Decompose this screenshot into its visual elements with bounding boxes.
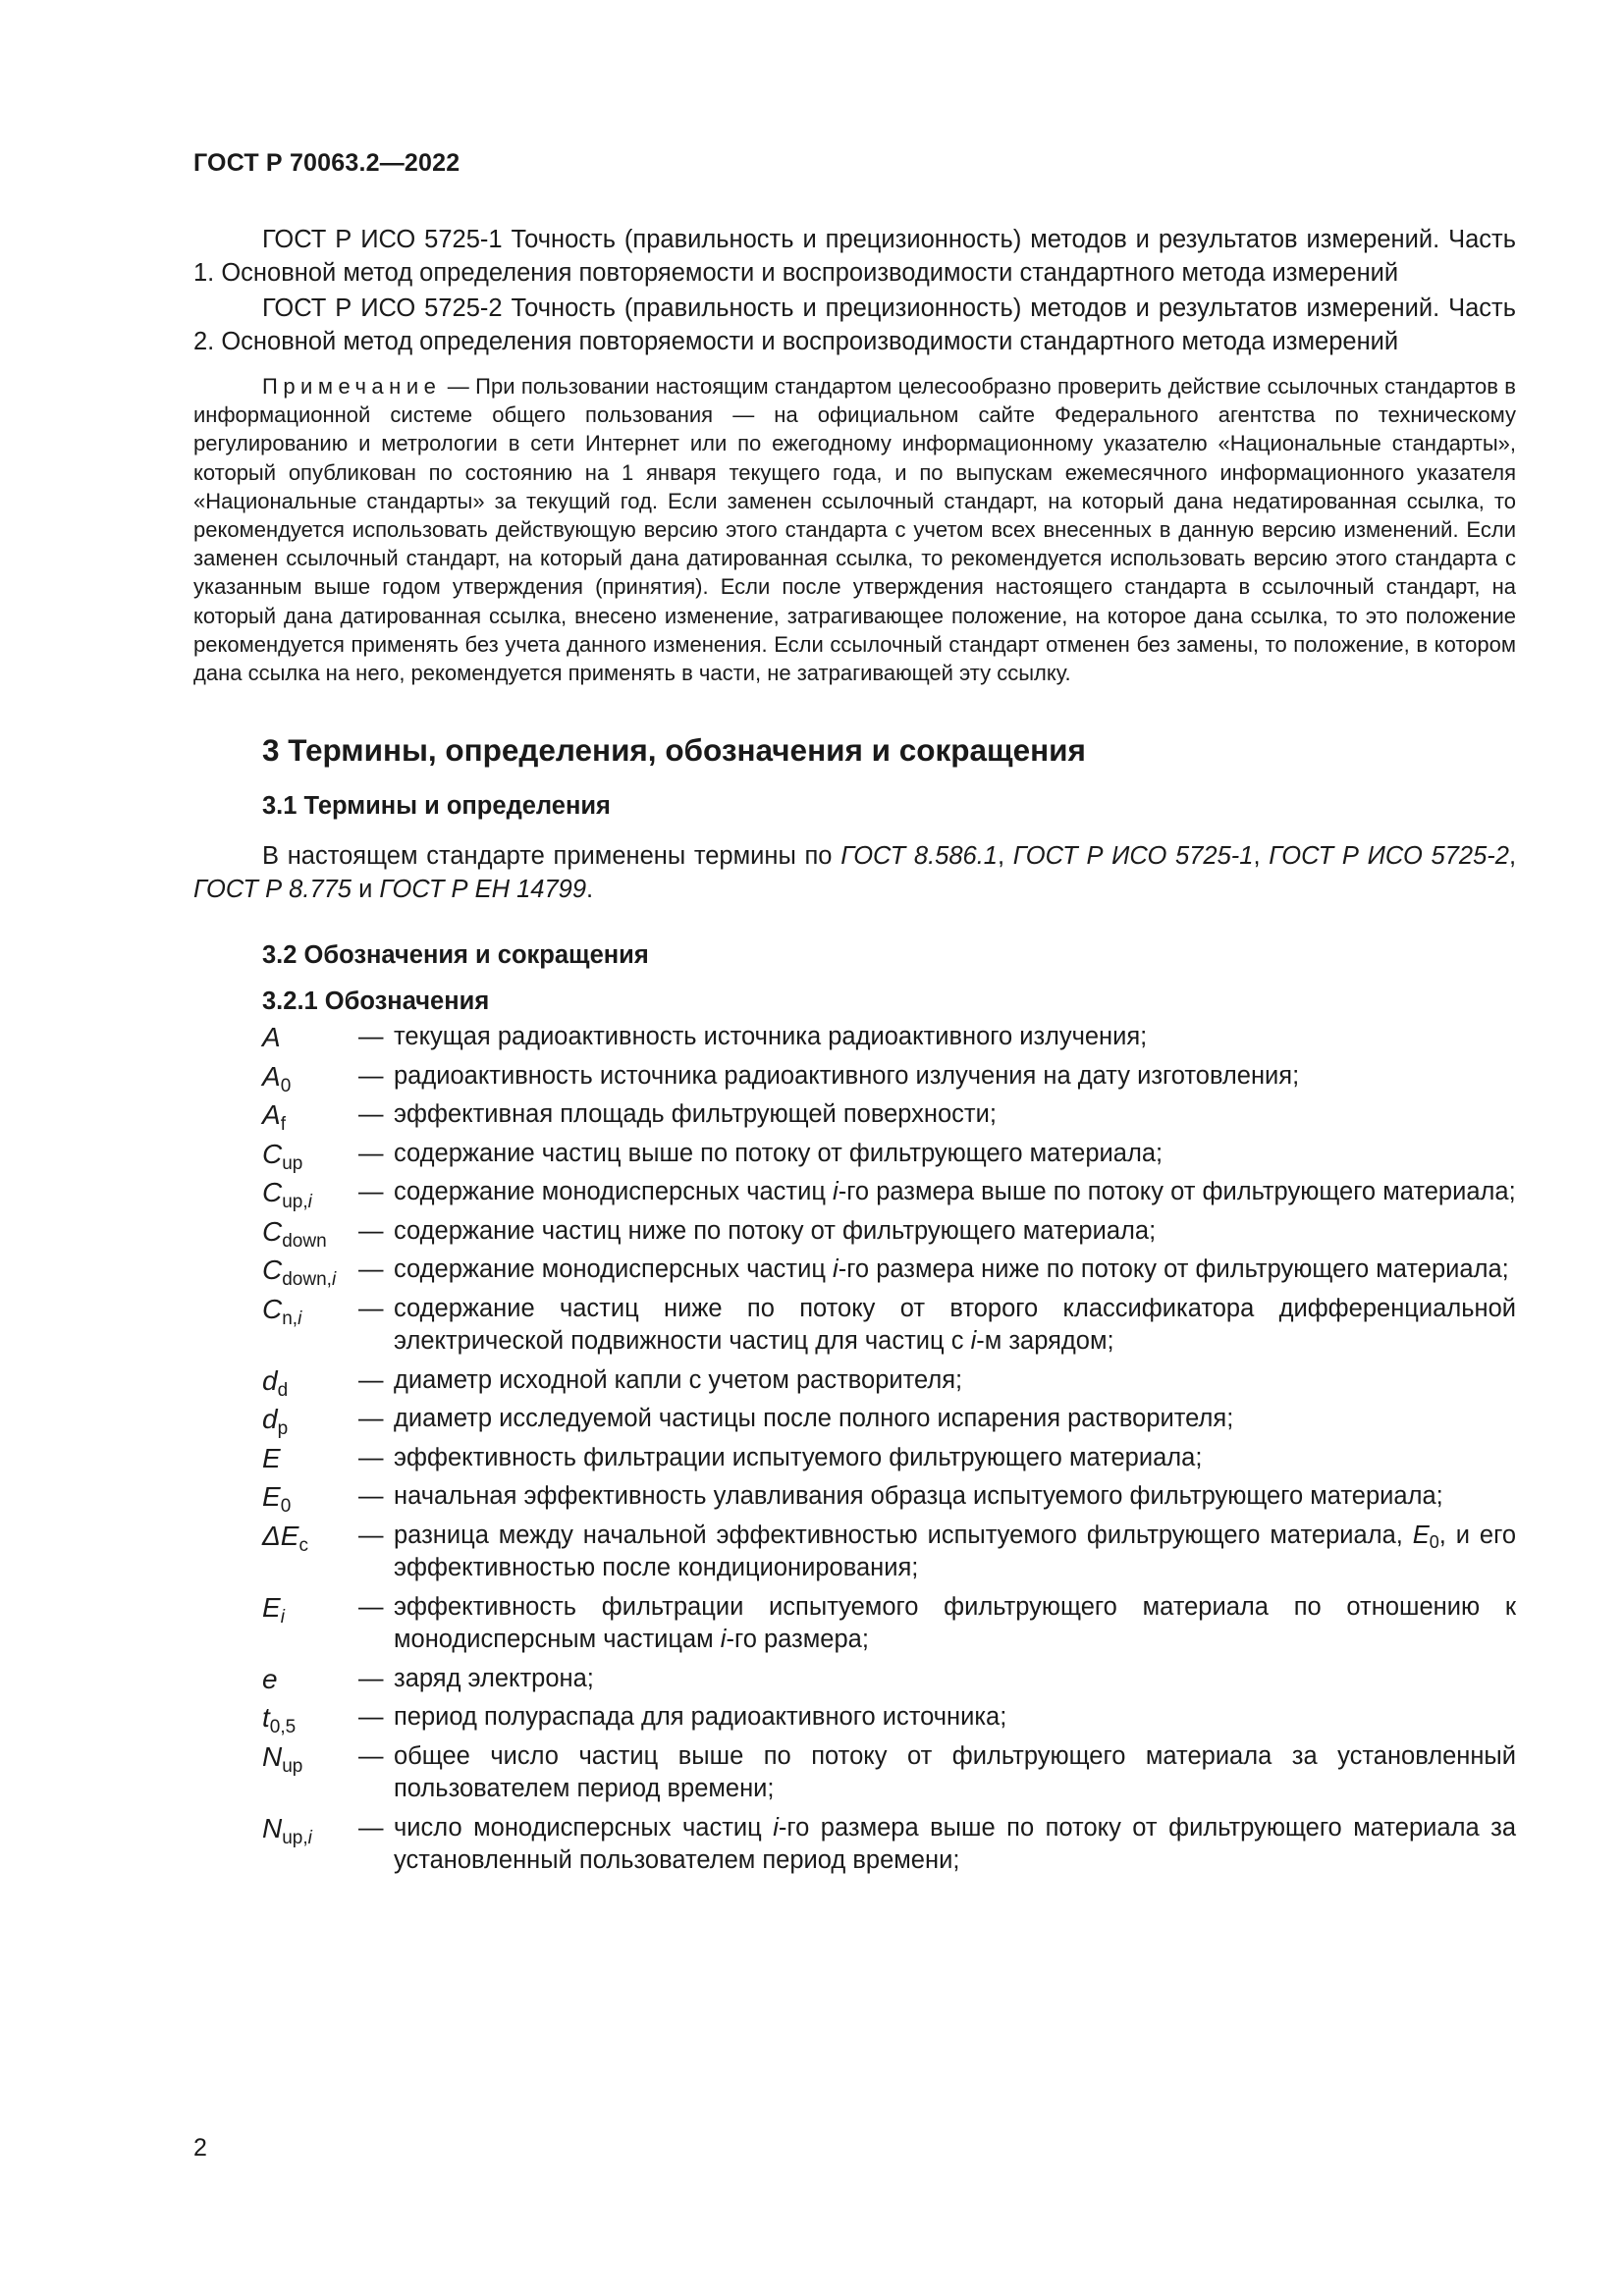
note-text: — При пользовании настоящим стандартом целесообразно проверить действие ссылочных стандартов в информационной системе общего пользования — на официальном сайте Федерального агентства по техническому регулированию и метрологии в сети Интернет или по ежегодному информационному указателю «Национальные стандарты», который опубликован по состоянию на 1 января текущего года, и по выпускам ежемесячного информационного указателя «Национальные стандарты» за текущий год. Если заменен ссылочный стандарт, на который дана недатированная ссылка, то рекомендуется использовать действующую версию этого стандарта с учетом всех внесенных в данную версию изменений. Если заменен ссылочный стандарт, на который дана датированная ссылка, то рекомендуется использовать версию этого стандарта с указанным выше годом утверждения (принятия). Если после утверждения настоящего стандарта в ссылочный стандарт, на который дана датированная ссылка, внесено изменение, затрагивающее положение, на которое дана ссылка, то это положение рекомендуется применять без учета данного изменения. Если ссылочный стандарт отменен без замены, то положение, в котором дана ссылка на него, рекомендуется применять в части, не затрагивающей эту ссылку.: [193, 374, 1516, 686]
page-content: [193, 224, 1516, 1884]
description-text: диаметр исследуемой частицы после полного испарения растворителя;: [394, 1405, 1234, 1433]
symbol-notation: [262, 1520, 358, 1585]
symbol-notation: [262, 1403, 358, 1440]
symbol-description: [394, 1364, 1516, 1398]
symbol-row: [262, 1060, 1516, 1094]
terms-sep: ,: [997, 842, 1013, 871]
symbol-subscript: [282, 1153, 302, 1174]
symbol-subscript: [282, 1828, 312, 1848]
symbol-base: C: [262, 1138, 283, 1169]
symbol-base: t: [262, 1702, 270, 1734]
symbol-row: [262, 1403, 1516, 1440]
symbol-description: [394, 1138, 1516, 1171]
symbol-subscript-text: n,: [282, 1308, 298, 1329]
terms-text-start: В настоящем стандарте применены термины по: [262, 842, 841, 871]
page-number: 2: [193, 2134, 207, 2162]
symbol-dash: —: [358, 1178, 384, 1206]
terms-text-end: .: [586, 875, 594, 903]
symbol-row: [262, 1480, 1516, 1518]
description-symbol: E: [1412, 1521, 1430, 1549]
symbol-dash: —: [358, 1216, 384, 1245]
symbol-dash: —: [358, 1443, 384, 1471]
symbol-row: [262, 1293, 1516, 1359]
symbol-notation: [262, 1591, 358, 1657]
description-text: -го размера выше по потоку от фильтрующего материала за установленный пользователем период времени;: [394, 1813, 1516, 1875]
symbol-base: d: [262, 1404, 278, 1435]
description-text: содержание частиц ниже по потоку от фильтрующего материала;: [394, 1216, 1157, 1245]
symbol-dash: —: [358, 1703, 384, 1732]
symbol-dash: —: [358, 1592, 384, 1621]
symbol-notation: [262, 1364, 358, 1401]
symbol-description: [394, 1215, 1516, 1249]
symbol-notation: [262, 1215, 358, 1252]
terms-ref-2: ГОСТ Р ИСО 5725-1: [1012, 842, 1254, 871]
note-paragraph: [193, 372, 1516, 687]
symbol-base: A: [262, 1022, 281, 1053]
symbol-subscript: [281, 1114, 286, 1135]
description-text: -го размера ниже по потоку от фильтрующего материала;: [838, 1255, 1509, 1284]
symbol-notation: [262, 1098, 358, 1136]
description-text: -го размера выше по потоку от фильтрующего материала;: [838, 1178, 1516, 1206]
symbol-base: C: [262, 1215, 283, 1247]
symbol-base: A: [262, 1060, 281, 1092]
description-text: разница между начальной эффективностью испытуемого фильтрующего материала,: [394, 1521, 1413, 1549]
symbol-dash: —: [358, 1139, 384, 1167]
symbol-row: [262, 1254, 1516, 1291]
symbol-description: [394, 1480, 1516, 1514]
symbol-description: [394, 1663, 1516, 1696]
symbol-subscript: [281, 1076, 292, 1096]
symbol-row: [262, 1138, 1516, 1174]
section-3-1-heading: 3.1 Термины и определения: [262, 792, 611, 821]
symbol-notation: [262, 1293, 358, 1359]
terms-ref-4: ГОСТ Р 8.775: [193, 875, 352, 903]
symbol-row: [262, 1812, 1516, 1878]
symbol-subscript-text: down: [282, 1230, 327, 1252]
symbol-subscript-text: 0,5: [269, 1717, 297, 1738]
symbol-dash: —: [358, 1294, 384, 1322]
terms-ref-5: ГОСТ Р ЕН 14799: [379, 875, 587, 903]
symbol-description: [394, 1098, 1516, 1132]
symbol-notation: [262, 1021, 358, 1054]
symbol-description: [394, 1060, 1516, 1094]
description-text: , и его эффективностью после кондиционирования;: [394, 1521, 1516, 1582]
symbol-subscript-index: i: [298, 1308, 302, 1329]
description-index: i: [773, 1813, 779, 1842]
symbol-row: [262, 1176, 1516, 1213]
symbol-dash: —: [358, 1061, 384, 1090]
symbol-dash: —: [358, 1100, 384, 1129]
section-3-heading: 3 Термины, определения, обозначения и сокращения: [262, 732, 1086, 769]
symbol-base: E: [262, 1481, 281, 1513]
symbol-notation: [262, 1138, 358, 1174]
symbol-row: [262, 1591, 1516, 1657]
section-3-2-1-heading: 3.2.1 Обозначения: [262, 988, 490, 1016]
description-text: -го размера;: [726, 1626, 869, 1654]
description-index: i: [833, 1178, 839, 1206]
description-text: содержание частиц ниже по потоку от второго классификатора дифференциальной электрической подвижности частиц для частиц с: [394, 1294, 1516, 1356]
description-text: содержание частиц выше по потоку от фильтрующего материала;: [394, 1139, 1164, 1167]
symbol-subscript-index: i: [307, 1192, 312, 1213]
symbol-base: ΔE: [262, 1520, 299, 1551]
symbol-notation: [262, 1663, 358, 1696]
symbol-subscript: [282, 1192, 312, 1212]
symbol-notation: [262, 1060, 358, 1094]
symbol-subscript-text: up: [282, 1755, 303, 1777]
symbol-description: [394, 1812, 1516, 1878]
symbol-dash: —: [358, 1365, 384, 1394]
symbol-base: C: [262, 1293, 283, 1324]
symbol-notation: [262, 1176, 358, 1213]
symbol-dash: —: [358, 1255, 384, 1284]
symbol-subscript-text: c: [298, 1534, 308, 1556]
terms-sep: ,: [1253, 842, 1270, 871]
symbol-base: A: [262, 1099, 281, 1131]
description-text: содержание монодисперсных частиц: [394, 1178, 834, 1206]
symbol-description: [394, 1403, 1516, 1436]
description-text: заряд электрона;: [394, 1664, 594, 1692]
description-text: эффективность фильтрации испытуемого фильтрующего материала;: [394, 1443, 1203, 1471]
normative-reference-1: ГОСТ Р ИСО 5725-1 Точность (правильность и прецизионность) методов и результатов измерений. Часть 1. Основной метод определения повторяемости и воспроизводимости стандартного метода измерений: [193, 226, 1516, 287]
symbol-dash: —: [358, 1023, 384, 1051]
symbol-subscript: [282, 1756, 302, 1777]
description-text: текущая радиоактивность источника радиоактивного излучения;: [394, 1023, 1148, 1051]
symbol-row: [262, 1021, 1516, 1054]
symbol-subscript: [282, 1308, 301, 1329]
symbol-description: [394, 1293, 1516, 1359]
normative-reference-2: ГОСТ Р ИСО 5725-2 Точность (правильность и прецизионность) методов и результатов измерений. Часть 2. Основной метод определения повторяемости и воспроизводимости стандартного метода измерений: [193, 294, 1516, 355]
description-text: период полураспада для радиоактивного источника;: [394, 1703, 1007, 1732]
symbol-subscript-text: up,: [282, 1192, 308, 1213]
description-symbol-subscript: 0: [1429, 1531, 1439, 1552]
symbol-notation: [262, 1701, 358, 1738]
symbol-row: [262, 1215, 1516, 1252]
terms-ref-1: ГОСТ 8.586.1: [840, 842, 998, 871]
description-index: i: [833, 1255, 839, 1284]
terms-ref-3: ГОСТ Р ИСО 5725-2: [1269, 842, 1509, 871]
symbol-base: E: [262, 1442, 281, 1473]
symbol-row: [262, 1442, 1516, 1475]
symbol-subscript-text: up,: [282, 1827, 308, 1848]
description-text: эффективная площадь фильтрующей поверхности;: [394, 1100, 997, 1129]
description-text: число монодисперсных частиц: [394, 1813, 774, 1842]
symbol-subscript-index: i: [307, 1827, 312, 1848]
symbol-subscript-index: i: [280, 1606, 285, 1628]
symbol-description: [394, 1520, 1516, 1585]
symbol-subscript-text: d: [277, 1379, 289, 1401]
symbol-notation: [262, 1480, 358, 1518]
symbol-subscript: [278, 1418, 289, 1439]
description-text: общее число частиц выше по потоку от фильтрующего материала за установленный пользователем период времени;: [394, 1741, 1516, 1803]
description-index: i: [970, 1327, 977, 1356]
symbol-notation: [262, 1740, 358, 1806]
symbol-description: [394, 1701, 1516, 1735]
symbol-subscript: [278, 1380, 289, 1401]
symbol-subscript-text: up: [282, 1152, 303, 1174]
symbol-base: N: [262, 1740, 283, 1772]
symbol-base: N: [262, 1812, 283, 1843]
description-text: диаметр исходной капли с учетом растворителя;: [394, 1365, 963, 1394]
description-index: i: [720, 1626, 727, 1654]
symbol-description: [394, 1021, 1516, 1054]
document-header: ГОСТ Р 70063.2—2022: [193, 149, 460, 177]
symbol-subscript-text: 0: [280, 1496, 292, 1518]
symbol-subscript: [270, 1717, 296, 1737]
symbol-dash: —: [358, 1813, 384, 1842]
section-3-2-heading: 3.2 Обозначения и сокращения: [262, 941, 649, 970]
symbol-subscript: [282, 1231, 326, 1252]
description-text: радиоактивность источника радиоактивного излучения на дату изготовления;: [394, 1061, 1300, 1090]
note-label: Примечание: [262, 374, 442, 399]
description-text: содержание монодисперсных частиц: [394, 1255, 834, 1284]
symbol-subscript: [282, 1269, 336, 1290]
symbol-subscript: [298, 1535, 308, 1556]
symbol-dash: —: [358, 1664, 384, 1692]
symbol-row: [262, 1098, 1516, 1136]
symbol-description: [394, 1176, 1516, 1209]
symbol-subscript: [281, 1496, 292, 1517]
symbol-notation: [262, 1254, 358, 1291]
symbol-subscript: [281, 1607, 285, 1628]
symbol-dash: —: [358, 1741, 384, 1770]
symbol-description: [394, 1442, 1516, 1475]
symbol-subscript-index: i: [331, 1269, 337, 1291]
terms-sep: и: [352, 875, 380, 903]
symbol-subscript-text: 0: [280, 1075, 292, 1096]
terms-sep: ,: [1508, 842, 1517, 871]
symbol-subscript-text: down,: [282, 1269, 332, 1291]
description-text: эффективность фильтрации испытуемого фильтрующего материала по отношению к монодисперсным частицам: [394, 1592, 1516, 1654]
symbol-subscript-text: f: [280, 1114, 286, 1136]
symbol-description: [394, 1591, 1516, 1657]
symbol-description: [394, 1254, 1516, 1287]
symbol-dash: —: [358, 1482, 384, 1511]
symbol-description: [394, 1740, 1516, 1806]
symbol-subscript-text: p: [277, 1418, 289, 1440]
symbol-row: [262, 1663, 1516, 1696]
symbol-dash: —: [358, 1405, 384, 1433]
symbol-base: d: [262, 1364, 278, 1396]
symbol-base: C: [262, 1177, 283, 1208]
symbol-notation: [262, 1442, 358, 1475]
symbol-row: [262, 1701, 1516, 1738]
symbol-row: [262, 1520, 1516, 1585]
symbols-list: [262, 1021, 1516, 1878]
description-text: -м зарядом;: [976, 1327, 1114, 1356]
symbol-dash: —: [358, 1521, 384, 1549]
symbol-notation: [262, 1812, 358, 1878]
symbol-base: C: [262, 1255, 283, 1286]
description-text: начальная эффективность улавливания образца испытуемого фильтрующего материала;: [394, 1482, 1443, 1511]
symbol-base: E: [262, 1591, 281, 1623]
symbol-row: [262, 1364, 1516, 1401]
terms-paragraph: [193, 840, 1516, 906]
symbol-base: e: [262, 1663, 278, 1694]
symbol-row: [262, 1740, 1516, 1806]
